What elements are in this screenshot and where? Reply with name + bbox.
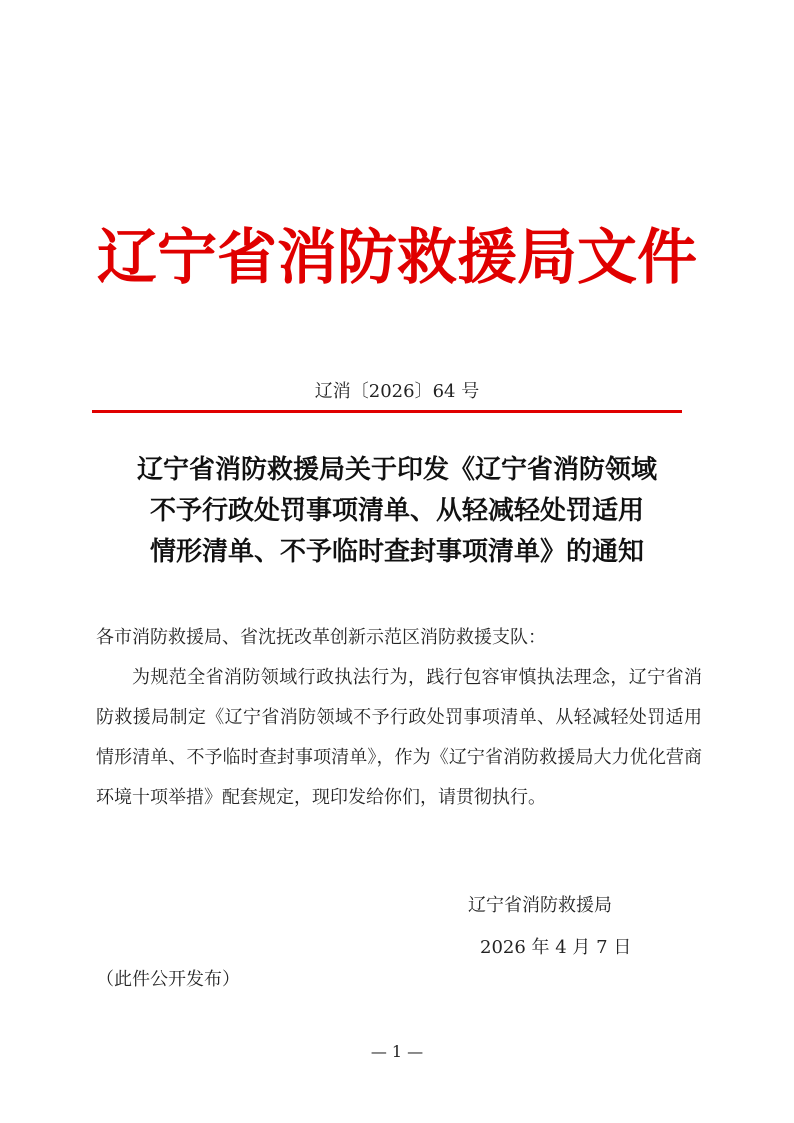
title-line: 不予行政处罚事项清单、从轻减轻处罚适用 [149, 496, 644, 526]
page-number: — 1 — [370, 1042, 424, 1061]
salutation: 各市消防救援局、省沈抚改革创新示范区消防救援支队： [96, 627, 546, 648]
document-number: 辽消〔2026〕64 号 [314, 381, 480, 402]
title-line: 辽宁省消防救援局关于印发《辽宁省消防领域 [136, 455, 657, 485]
document-body [96, 618, 702, 818]
publication-note: （此件公开发布） [96, 969, 240, 990]
issue-date: 2026 年 4 月 7 日 [480, 937, 632, 958]
issuing-organization: 辽宁省消防救援局 [468, 895, 612, 916]
red-divider-line [92, 410, 682, 413]
body-paragraph: 为规范全省消防领域行政执法行为，践行包容审慎执法理念，辽宁省消防救援局制定《辽宁省消防领域不予行政处罚事项清单、从轻减轻处罚适用情形清单、不予临时查封事项清单》，作为《辽宁省消防救援局大力优化营商环境十项举措》配套规定，现印发给你们，请贯彻执行。 [96, 667, 702, 808]
document-title [0, 450, 794, 573]
document-masthead: 辽宁省消防救援局文件 [97, 223, 697, 293]
title-line: 情形清单、不予临时查封事项清单》的通知 [149, 537, 644, 567]
